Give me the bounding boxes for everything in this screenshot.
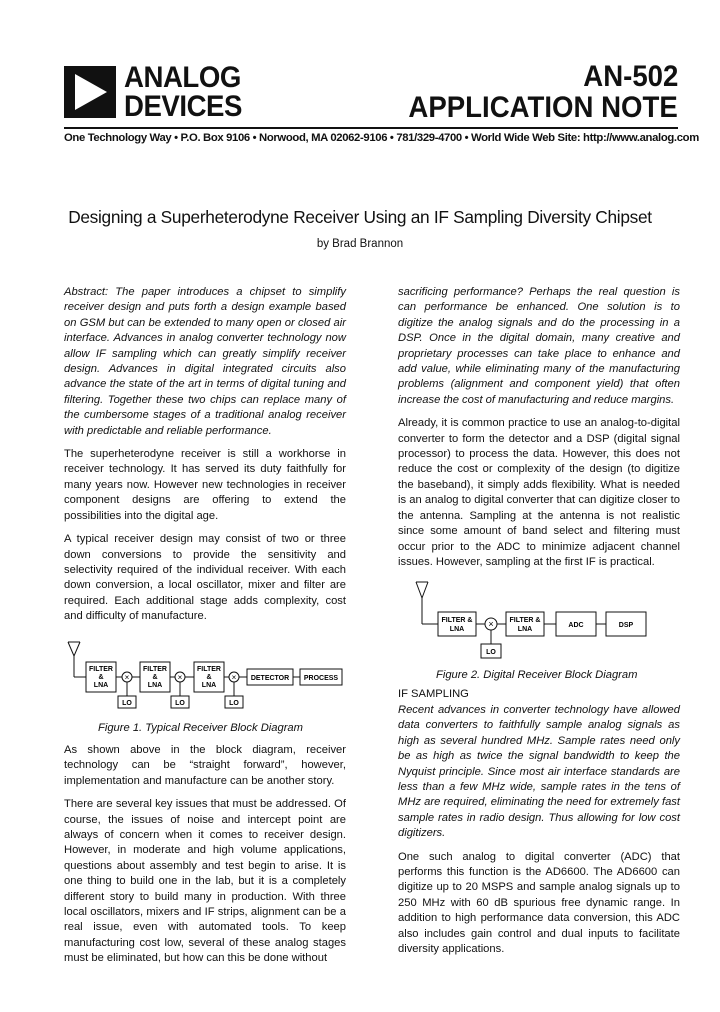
filter-label: FILTER (197, 666, 221, 673)
right-paragraph-2: Already, it is common practice to use an analog-to-digital converter to form the detector and a DSP (digital signal processor) to process the data. However, this does not reduce the cost or complexity of the design (to digitize the baseband), it simply adds flexibility. What is needed is an analog to digital converter that can digitize closer to the antenna. Sampling at the antenna is not realistic since some amount of band select and filtering must occur prior to the ADC to minimize adjacent channel issues. However, sampling at the first IF is practical. (398, 417, 680, 568)
filter-label: FILTER & (441, 617, 473, 624)
antenna-icon (416, 582, 438, 624)
lo-label: LO (486, 649, 496, 656)
adc-label: ADC (568, 622, 584, 629)
filter-lna-block-1 (438, 612, 476, 636)
dsp-label: DSP (618, 622, 634, 629)
right-column-bottom (398, 703, 680, 966)
figure-2-caption: Figure 2. Digital Receiver Block Diagram (436, 669, 638, 681)
filter-label: FILTER (143, 666, 167, 673)
left-paragraph-3: As shown above in the block diagram, receiver technology can be “straight forward”, however, implementation and manufacture can be another story. (64, 744, 346, 787)
detector-label: DETECTOR (250, 675, 290, 682)
mixer-symbol: × (177, 673, 183, 682)
amp-label: & (98, 674, 104, 681)
doc-number: AN-502 (582, 60, 678, 93)
header-rule (64, 127, 678, 129)
logo-wordmark (124, 63, 242, 121)
antenna-icon (68, 642, 86, 677)
right-paragraph-4: One such analog to digital converter (ADC) that performs this function is the AD6600. The AD6600 can digitize up to 20 MSPS and sample analog signals up to 250 MHz with 60 dB spurious free dynamic range. In addition to high performance data conversion, this ADC also includes gain control and dual inputs to facilitate diversity applications. (398, 850, 680, 956)
filter-label: FILTER (89, 666, 113, 673)
detector-block (247, 669, 293, 685)
mixer-symbol: × (124, 673, 130, 682)
right-column-top (398, 285, 680, 578)
mixer-symbol: × (231, 673, 237, 682)
figure-2-diagram (410, 578, 674, 662)
right-paragraph-3: Recent advances in converter technology have allowed data converters to faithfully sample analog signals as high as several hundred MHz. Sample rates need only be as high as twice the signal bandwidth to keep the Nyquist principle. Since most air interface standards are less than a few MHz wide, sample rates in the tens of MHz are required, eliminating the need for extremely fast sample rates in radio design. Thus allowing for low cost digitizers. (398, 704, 680, 840)
logo-triangle-icon (64, 66, 116, 118)
left-paragraph-2: A typical receiver design may consist of two or three down conversions to provide the sensitivity and selectivity required of the individual receiver. With each down conversion, a local oscillator, mixer and filter are required. Each additional stage adds complexity, cost and difficulty of manufacture. (64, 533, 346, 623)
right-paragraph-1: sacrificing performance? Perhaps the real question is can performance be enhanced. One solution is to digitize the analog signals and do the processing in a DSP. Once in the digital domain, many creative and proprietary processes can take place to enhance and add value, while eliminating many of the manufacturing problems (alignment and component yield) that often increase the cost of manufacturing and reduce margins. (398, 286, 680, 406)
left-column-top (64, 285, 346, 633)
author-line: by Brad Brannon (316, 238, 404, 250)
analog-devices-logo (64, 66, 116, 118)
logo-line-analog: ANALOG (124, 61, 241, 94)
figure-1-caption: Figure 1. Typical Receiver Block Diagram (98, 722, 303, 734)
mixer-symbol: × (488, 619, 494, 629)
lna-label: LNA (517, 626, 533, 633)
adc-block (556, 612, 596, 636)
left-paragraph-1: The superheterodyne receiver is still a workhorse in receiver technology. It has served its duty faithfully for many years now. However new technologies in receiver component designs are offering to extend the possibilities into the digital age. (64, 448, 346, 522)
company-address: One Technology Way • P.O. Box 9106 • Norwood, MA 02062-9106 • 781/329-4700 • World Wide Web Site: http://www.analog.com (64, 132, 699, 144)
lna-label: LNA (93, 682, 109, 689)
lo-label: LO (122, 700, 132, 707)
filter-lna-block-2 (506, 612, 544, 636)
lo-label: LO (175, 700, 185, 707)
process-label: PROCESS (303, 675, 339, 682)
left-paragraph-4: There are several key issues that must be addressed. Of course, the issues of noise and intercept point are always of concern when it comes to receiver design. However, in moderate and high volume applications, questions about assembly and test begin to arise. It is one thing to build one in the lab, but it is a completely different story to build many in production. With three local oscillators, mixers and IF strips, alignment can be a real issue, even with automated tools. To keep manufacturing cost low, several of these analog stages must be eliminated, but how can this be done without (64, 798, 346, 965)
section-heading-if-sampling: IF SAMPLING (398, 688, 469, 700)
left-column-bottom (64, 743, 346, 975)
page-title: Designing a Superheterodyne Receiver Using an IF Sampling Diversity Chipset (68, 207, 652, 227)
lna-label: LNA (201, 682, 217, 689)
doc-type: APPLICATION NOTE (408, 91, 678, 124)
lo-label: LO (229, 700, 239, 707)
filter-lna-block-3 (194, 662, 224, 692)
amp-label: & (206, 674, 212, 681)
dsp-block (606, 612, 646, 636)
lna-label: LNA (147, 682, 163, 689)
filter-lna-block-2 (140, 662, 170, 692)
process-block (300, 669, 342, 685)
filter-lna-block-1 (86, 662, 116, 692)
figure-1-diagram (64, 640, 348, 715)
amp-label: & (152, 674, 158, 681)
abstract-paragraph: Abstract: The paper introduces a chipset to simplify receiver design and puts forth a design example based on GSM but can be extended to many open or closed air interface. Advances in analog converter technology now allow IF sampling which can greatly simplify receiver design. Advances in digital integrated circuits also advance the state of the art in terms of digital tuning and filtering. Together these two chips can replace many of the cumbersome stages of a traditional analog receiver with predictable and reliable performance. (64, 286, 346, 437)
logo-line-devices: DEVICES (124, 90, 242, 123)
lna-label: LNA (449, 626, 465, 633)
filter-label: FILTER & (509, 617, 541, 624)
